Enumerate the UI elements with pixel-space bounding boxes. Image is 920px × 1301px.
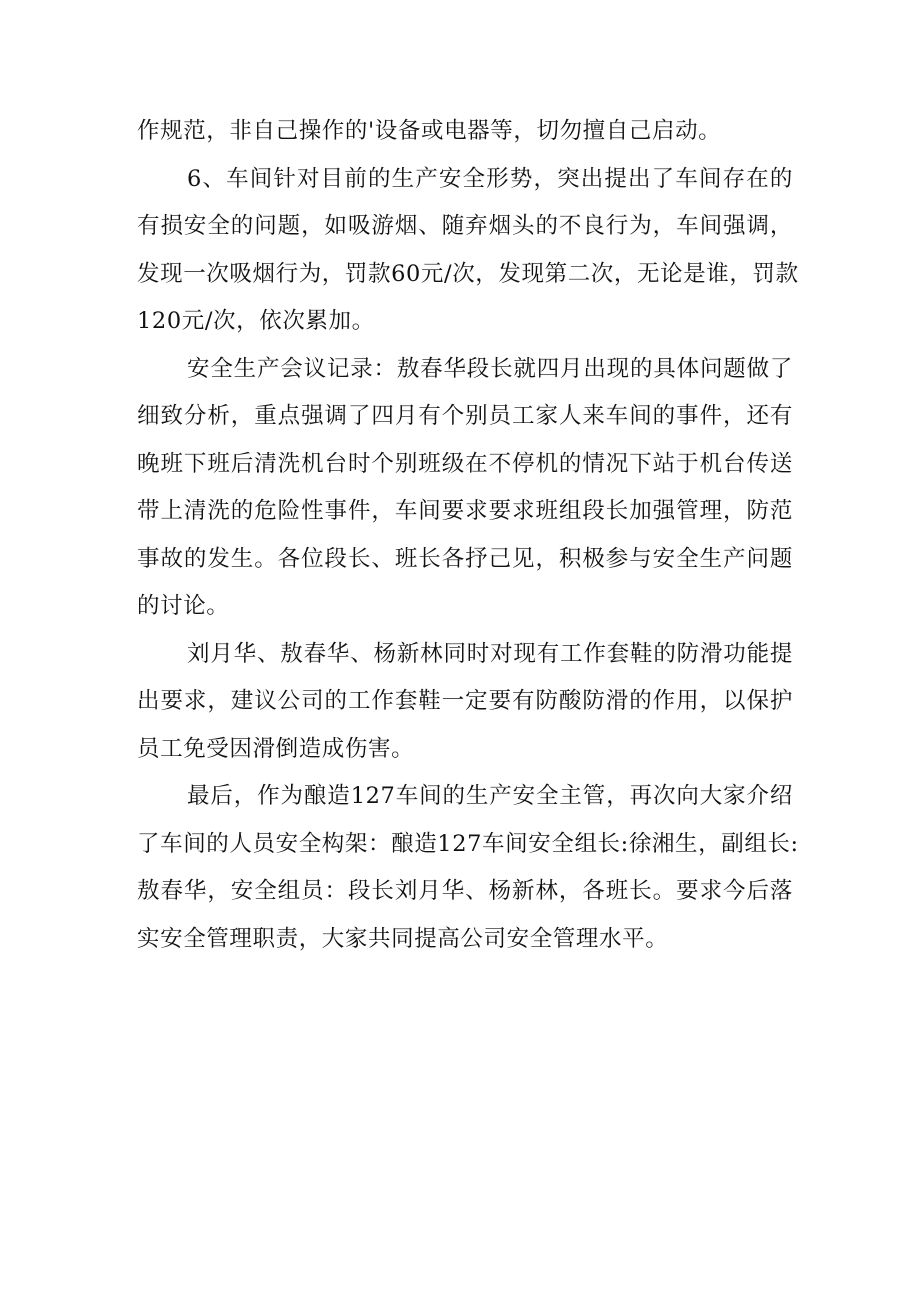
text-line: 细致分析，重点强调了四月有个别员工家人来车间的事件，还有 (137, 403, 793, 429)
text-line: 刘月华、敖春华、杨新林同时对现有工作套鞋的防滑功能提 (187, 640, 793, 667)
text-line: 出要求，建议公司的工作套鞋一定要有防酸防滑的作用，以保护 (137, 688, 793, 714)
text-line: 事故的发生。各位段长、班长各抒己见，积极参与安全生产问题 (137, 545, 793, 572)
text-line: 6、车间针对目前的生产安全形势，突出提出了车间存在的 (187, 165, 793, 192)
text-line: 员工免受因滑倒造成伤害。 (137, 735, 415, 762)
text-line: 作规范，非自己操作的'设备或电器等，切勿擅自己启动。 (137, 118, 722, 144)
text-line: 敖春华，安全组员：段长刘月华、杨新林，各班长。要求今后落 (137, 878, 793, 904)
body-text (137, 108, 799, 963)
text-line: 有损安全的问题，如吸游烟、随弃烟头的不良行为，车间强调， (137, 213, 793, 239)
text-line: 带上清洗的危险性事件，车间要求要求班组段长加强管理，防范 (137, 498, 793, 524)
text-line: 实安全管理职责，大家共同提高公司安全管理水平。 (137, 925, 669, 952)
text-line: 发现一次吸烟行为，罚款60元/次，发现第二次，无论是谁，罚款 (137, 260, 799, 287)
text-line: 的讨论。 (137, 593, 230, 619)
text-line: 了车间的人员安全构架：酿造127车间安全组长:徐湘生，副组长: (137, 830, 799, 857)
text-line: 120元/次，依次累加。 (137, 308, 375, 334)
text-line: 安全生产会议记录：敖春华段长就四月出现的具体问题做了 (187, 355, 793, 382)
text-line: 最后，作为酿造127车间的生产安全主管，再次向大家介绍 (187, 783, 793, 809)
text-line: 晚班下班后清洗机台时个别班级在不停机的情况下站于机台传送 (137, 450, 793, 477)
